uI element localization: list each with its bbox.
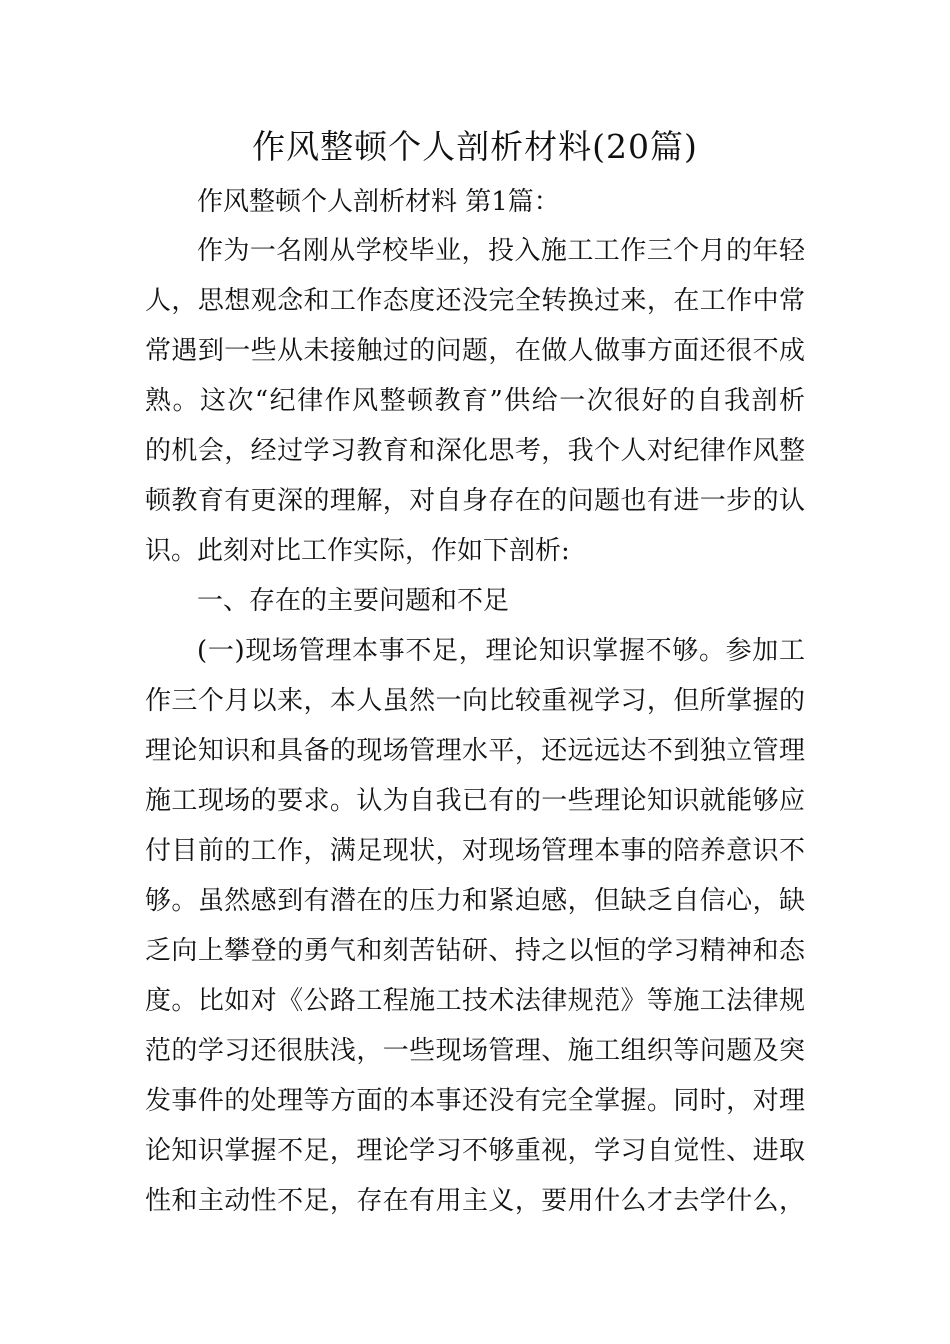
- paragraph-line: 理论知识和具备的现场管理水平，还远远达不到独立管理: [145, 736, 805, 766]
- document-title: 作风整顿个人剖析材料(20篇): [252, 127, 698, 166]
- paragraph-line: 发事件的处理等方面的本事还没有完全掌握。同时，对理: [145, 1086, 805, 1116]
- paragraph-line: 论知识掌握不足，理论学习不够重视，学习自觉性、进取: [145, 1136, 805, 1166]
- paragraph-line: 识。此刻对比工作实际，作如下剖析:: [145, 536, 570, 566]
- paragraph-line: 范的学习还很肤浅，一些现场管理、施工组织等问题及突: [145, 1036, 805, 1066]
- paragraph-line: 乏向上攀登的勇气和刻苦钻研、持之以恒的学习精神和态: [145, 936, 805, 966]
- subsection-heading: 一、存在的主要问题和不足: [197, 586, 510, 616]
- paragraph-line: 付目前的工作，满足现状，对现场管理本事的陪养意识不: [145, 836, 805, 866]
- paragraph-line: 的机会，经过学习教育和深化思考，我个人对纪律作风整: [145, 436, 805, 466]
- paragraph-line: 施工现场的要求。认为自我已有的一些理论知识就能够应: [145, 786, 805, 816]
- paragraph-line: 性和主动性不足，存在有用主义，要用什么才去学什么，: [145, 1186, 805, 1216]
- paragraph-line: 人，思想观念和工作态度还没完全转换过来，在工作中常: [145, 286, 805, 316]
- paragraph-line: 熟。这次“纪律作风整顿教育”供给一次很好的自我剖析: [145, 386, 805, 416]
- paragraph-line: 够。虽然感到有潜在的压力和紧迫感，但缺乏自信心，缺: [145, 886, 805, 916]
- paragraph-line: 常遇到一些从未接触过的问题，在做人做事方面还很不成: [145, 336, 805, 366]
- section-heading: 作风整顿个人剖析材料 第1篇：: [197, 187, 560, 217]
- paragraph-line: 作三个月以来，本人虽然一向比较重视学习，但所掌握的: [145, 686, 805, 716]
- paragraph-line: 度。比如对《公路工程施工技术法律规范》等施工法律规: [145, 986, 805, 1016]
- paragraph-line: 顿教育有更深的理解，对自身存在的问题也有进一步的认: [145, 486, 805, 516]
- paragraph-line: 作为一名刚从学校毕业，投入施工工作三个月的年轻: [197, 236, 805, 266]
- paragraph-line: (一)现场管理本事不足，理论知识掌握不够。参加工: [197, 636, 805, 666]
